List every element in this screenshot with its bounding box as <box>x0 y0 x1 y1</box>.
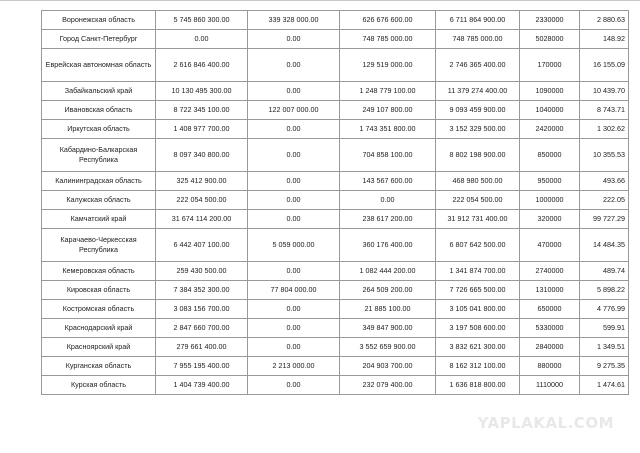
value-cell: 880000 <box>520 357 580 376</box>
value-cell: 5 745 860 300.00 <box>156 11 248 30</box>
value-cell: 99 727.29 <box>580 210 629 229</box>
region-cell: Еврейская автономная область <box>42 49 156 82</box>
value-cell: 0.00 <box>248 338 340 357</box>
table-row <box>42 49 629 82</box>
region-cell: Ивановская область <box>42 101 156 120</box>
value-cell: 0.00 <box>248 172 340 191</box>
value-cell: 339 328 000.00 <box>248 11 340 30</box>
value-cell: 850000 <box>520 139 580 172</box>
value-cell: 232 079 400.00 <box>340 376 436 395</box>
table-row <box>42 300 629 319</box>
region-cell: Кабардино-Балкарская Республика <box>42 139 156 172</box>
table-row <box>42 229 629 262</box>
page-top-rule <box>0 0 640 1</box>
value-cell: 0.00 <box>248 120 340 139</box>
value-cell: 122 007 000.00 <box>248 101 340 120</box>
value-cell: 3 105 041 800.00 <box>436 300 520 319</box>
value-cell: 2840000 <box>520 338 580 357</box>
value-cell: 470000 <box>520 229 580 262</box>
value-cell: 129 519 000.00 <box>340 49 436 82</box>
value-cell: 7 384 352 300.00 <box>156 281 248 300</box>
table-row <box>42 281 629 300</box>
value-cell: 5330000 <box>520 319 580 338</box>
value-cell: 0.00 <box>248 49 340 82</box>
value-cell: 0.00 <box>248 139 340 172</box>
value-cell: 5 898.22 <box>580 281 629 300</box>
value-cell: 2 616 846 400.00 <box>156 49 248 82</box>
value-cell: 10 355.53 <box>580 139 629 172</box>
value-cell: 148.92 <box>580 30 629 49</box>
value-cell: 325 412 900.00 <box>156 172 248 191</box>
value-cell: 748 785 000.00 <box>436 30 520 49</box>
value-cell: 6 807 642 500.00 <box>436 229 520 262</box>
table-row <box>42 319 629 338</box>
value-cell: 3 083 156 700.00 <box>156 300 248 319</box>
region-cell: Курская область <box>42 376 156 395</box>
region-cell: Красноярский край <box>42 338 156 357</box>
value-cell: 626 676 600.00 <box>340 11 436 30</box>
value-cell: 1000000 <box>520 191 580 210</box>
value-cell: 0.00 <box>248 30 340 49</box>
region-cell: Иркутская область <box>42 120 156 139</box>
value-cell: 1110000 <box>520 376 580 395</box>
value-cell: 0.00 <box>248 191 340 210</box>
value-cell: 170000 <box>520 49 580 82</box>
value-cell: 0.00 <box>248 376 340 395</box>
region-cell: Забайкальский край <box>42 82 156 101</box>
value-cell: 4 776.99 <box>580 300 629 319</box>
table-row <box>42 120 629 139</box>
value-cell: 238 617 200.00 <box>340 210 436 229</box>
table-row <box>42 357 629 376</box>
table-row <box>42 376 629 395</box>
table-row <box>42 191 629 210</box>
value-cell: 16 155.09 <box>580 49 629 82</box>
watermark: YAPLAKAL.COM <box>477 414 614 432</box>
value-cell: 3 832 621 300.00 <box>436 338 520 357</box>
value-cell: 1 082 444 200.00 <box>340 262 436 281</box>
value-cell: 320000 <box>520 210 580 229</box>
value-cell: 489.74 <box>580 262 629 281</box>
value-cell: 748 785 000.00 <box>340 30 436 49</box>
value-cell: 21 885 100.00 <box>340 300 436 319</box>
value-cell: 1 408 977 700.00 <box>156 120 248 139</box>
value-cell: 279 661 400.00 <box>156 338 248 357</box>
value-cell: 9 275.35 <box>580 357 629 376</box>
table-row <box>42 262 629 281</box>
value-cell: 6 711 864 900.00 <box>436 11 520 30</box>
value-cell: 1 743 351 800.00 <box>340 120 436 139</box>
value-cell: 10 439.70 <box>580 82 629 101</box>
table-row <box>42 11 629 30</box>
value-cell: 222.05 <box>580 191 629 210</box>
table-row <box>42 82 629 101</box>
value-cell: 11 379 274 400.00 <box>436 82 520 101</box>
value-cell: 1090000 <box>520 82 580 101</box>
value-cell: 8 802 198 900.00 <box>436 139 520 172</box>
region-cell: Калининградская область <box>42 172 156 191</box>
value-cell: 8 162 312 100.00 <box>436 357 520 376</box>
value-cell: 7 955 195 400.00 <box>156 357 248 376</box>
value-cell: 1 248 779 100.00 <box>340 82 436 101</box>
value-cell: 2 880.63 <box>580 11 629 30</box>
region-cell: Кемеровская область <box>42 262 156 281</box>
value-cell: 10 130 495 300.00 <box>156 82 248 101</box>
value-cell: 360 176 400.00 <box>340 229 436 262</box>
value-cell: 3 197 508 600.00 <box>436 319 520 338</box>
value-cell: 0.00 <box>340 191 436 210</box>
value-cell: 5 059 000.00 <box>248 229 340 262</box>
value-cell: 1 341 874 700.00 <box>436 262 520 281</box>
table-row <box>42 101 629 120</box>
value-cell: 0.00 <box>248 300 340 319</box>
value-cell: 0.00 <box>248 210 340 229</box>
value-cell: 0.00 <box>248 82 340 101</box>
table-row <box>42 139 629 172</box>
value-cell: 704 858 100.00 <box>340 139 436 172</box>
region-cell: Город Санкт-Петербург <box>42 30 156 49</box>
value-cell: 0.00 <box>248 319 340 338</box>
value-cell: 14 484.35 <box>580 229 629 262</box>
region-cell: Карачаево-Черкесская Республика <box>42 229 156 262</box>
value-cell: 950000 <box>520 172 580 191</box>
value-cell: 349 847 900.00 <box>340 319 436 338</box>
region-cell: Кировская область <box>42 281 156 300</box>
value-cell: 2 746 365 400.00 <box>436 49 520 82</box>
region-cell: Краснодарский край <box>42 319 156 338</box>
value-cell: 2420000 <box>520 120 580 139</box>
value-cell: 77 804 000.00 <box>248 281 340 300</box>
value-cell: 5028000 <box>520 30 580 49</box>
region-cell: Курганская область <box>42 357 156 376</box>
value-cell: 6 442 407 100.00 <box>156 229 248 262</box>
table-body <box>42 11 629 395</box>
value-cell: 249 107 800.00 <box>340 101 436 120</box>
table-row <box>42 172 629 191</box>
value-cell: 7 726 665 500.00 <box>436 281 520 300</box>
table-row <box>42 210 629 229</box>
value-cell: 8 743.71 <box>580 101 629 120</box>
value-cell: 1 636 818 800.00 <box>436 376 520 395</box>
value-cell: 31 912 731 400.00 <box>436 210 520 229</box>
value-cell: 1 474.61 <box>580 376 629 395</box>
region-cell: Костромская область <box>42 300 156 319</box>
value-cell: 3 152 329 500.00 <box>436 120 520 139</box>
region-cell: Калужская область <box>42 191 156 210</box>
value-cell: 650000 <box>520 300 580 319</box>
value-cell: 1 302.62 <box>580 120 629 139</box>
value-cell: 8 097 340 800.00 <box>156 139 248 172</box>
value-cell: 143 567 600.00 <box>340 172 436 191</box>
value-cell: 222 054 500.00 <box>156 191 248 210</box>
value-cell: 259 430 500.00 <box>156 262 248 281</box>
value-cell: 0.00 <box>156 30 248 49</box>
table-row <box>42 338 629 357</box>
value-cell: 1310000 <box>520 281 580 300</box>
value-cell: 204 903 700.00 <box>340 357 436 376</box>
value-cell: 468 980 500.00 <box>436 172 520 191</box>
value-cell: 264 509 200.00 <box>340 281 436 300</box>
value-cell: 31 674 114 200.00 <box>156 210 248 229</box>
value-cell: 0.00 <box>248 262 340 281</box>
value-cell: 2740000 <box>520 262 580 281</box>
value-cell: 1040000 <box>520 101 580 120</box>
data-table <box>41 10 629 395</box>
value-cell: 2330000 <box>520 11 580 30</box>
value-cell: 9 093 459 900.00 <box>436 101 520 120</box>
value-cell: 493.66 <box>580 172 629 191</box>
value-cell: 2 213 000.00 <box>248 357 340 376</box>
value-cell: 8 722 345 100.00 <box>156 101 248 120</box>
value-cell: 3 552 659 900.00 <box>340 338 436 357</box>
value-cell: 2 847 660 700.00 <box>156 319 248 338</box>
value-cell: 1 349.51 <box>580 338 629 357</box>
value-cell: 599.91 <box>580 319 629 338</box>
value-cell: 1 404 739 400.00 <box>156 376 248 395</box>
region-cell: Воронежская область <box>42 11 156 30</box>
table-row <box>42 30 629 49</box>
value-cell: 222 054 500.00 <box>436 191 520 210</box>
region-cell: Камчатский край <box>42 210 156 229</box>
